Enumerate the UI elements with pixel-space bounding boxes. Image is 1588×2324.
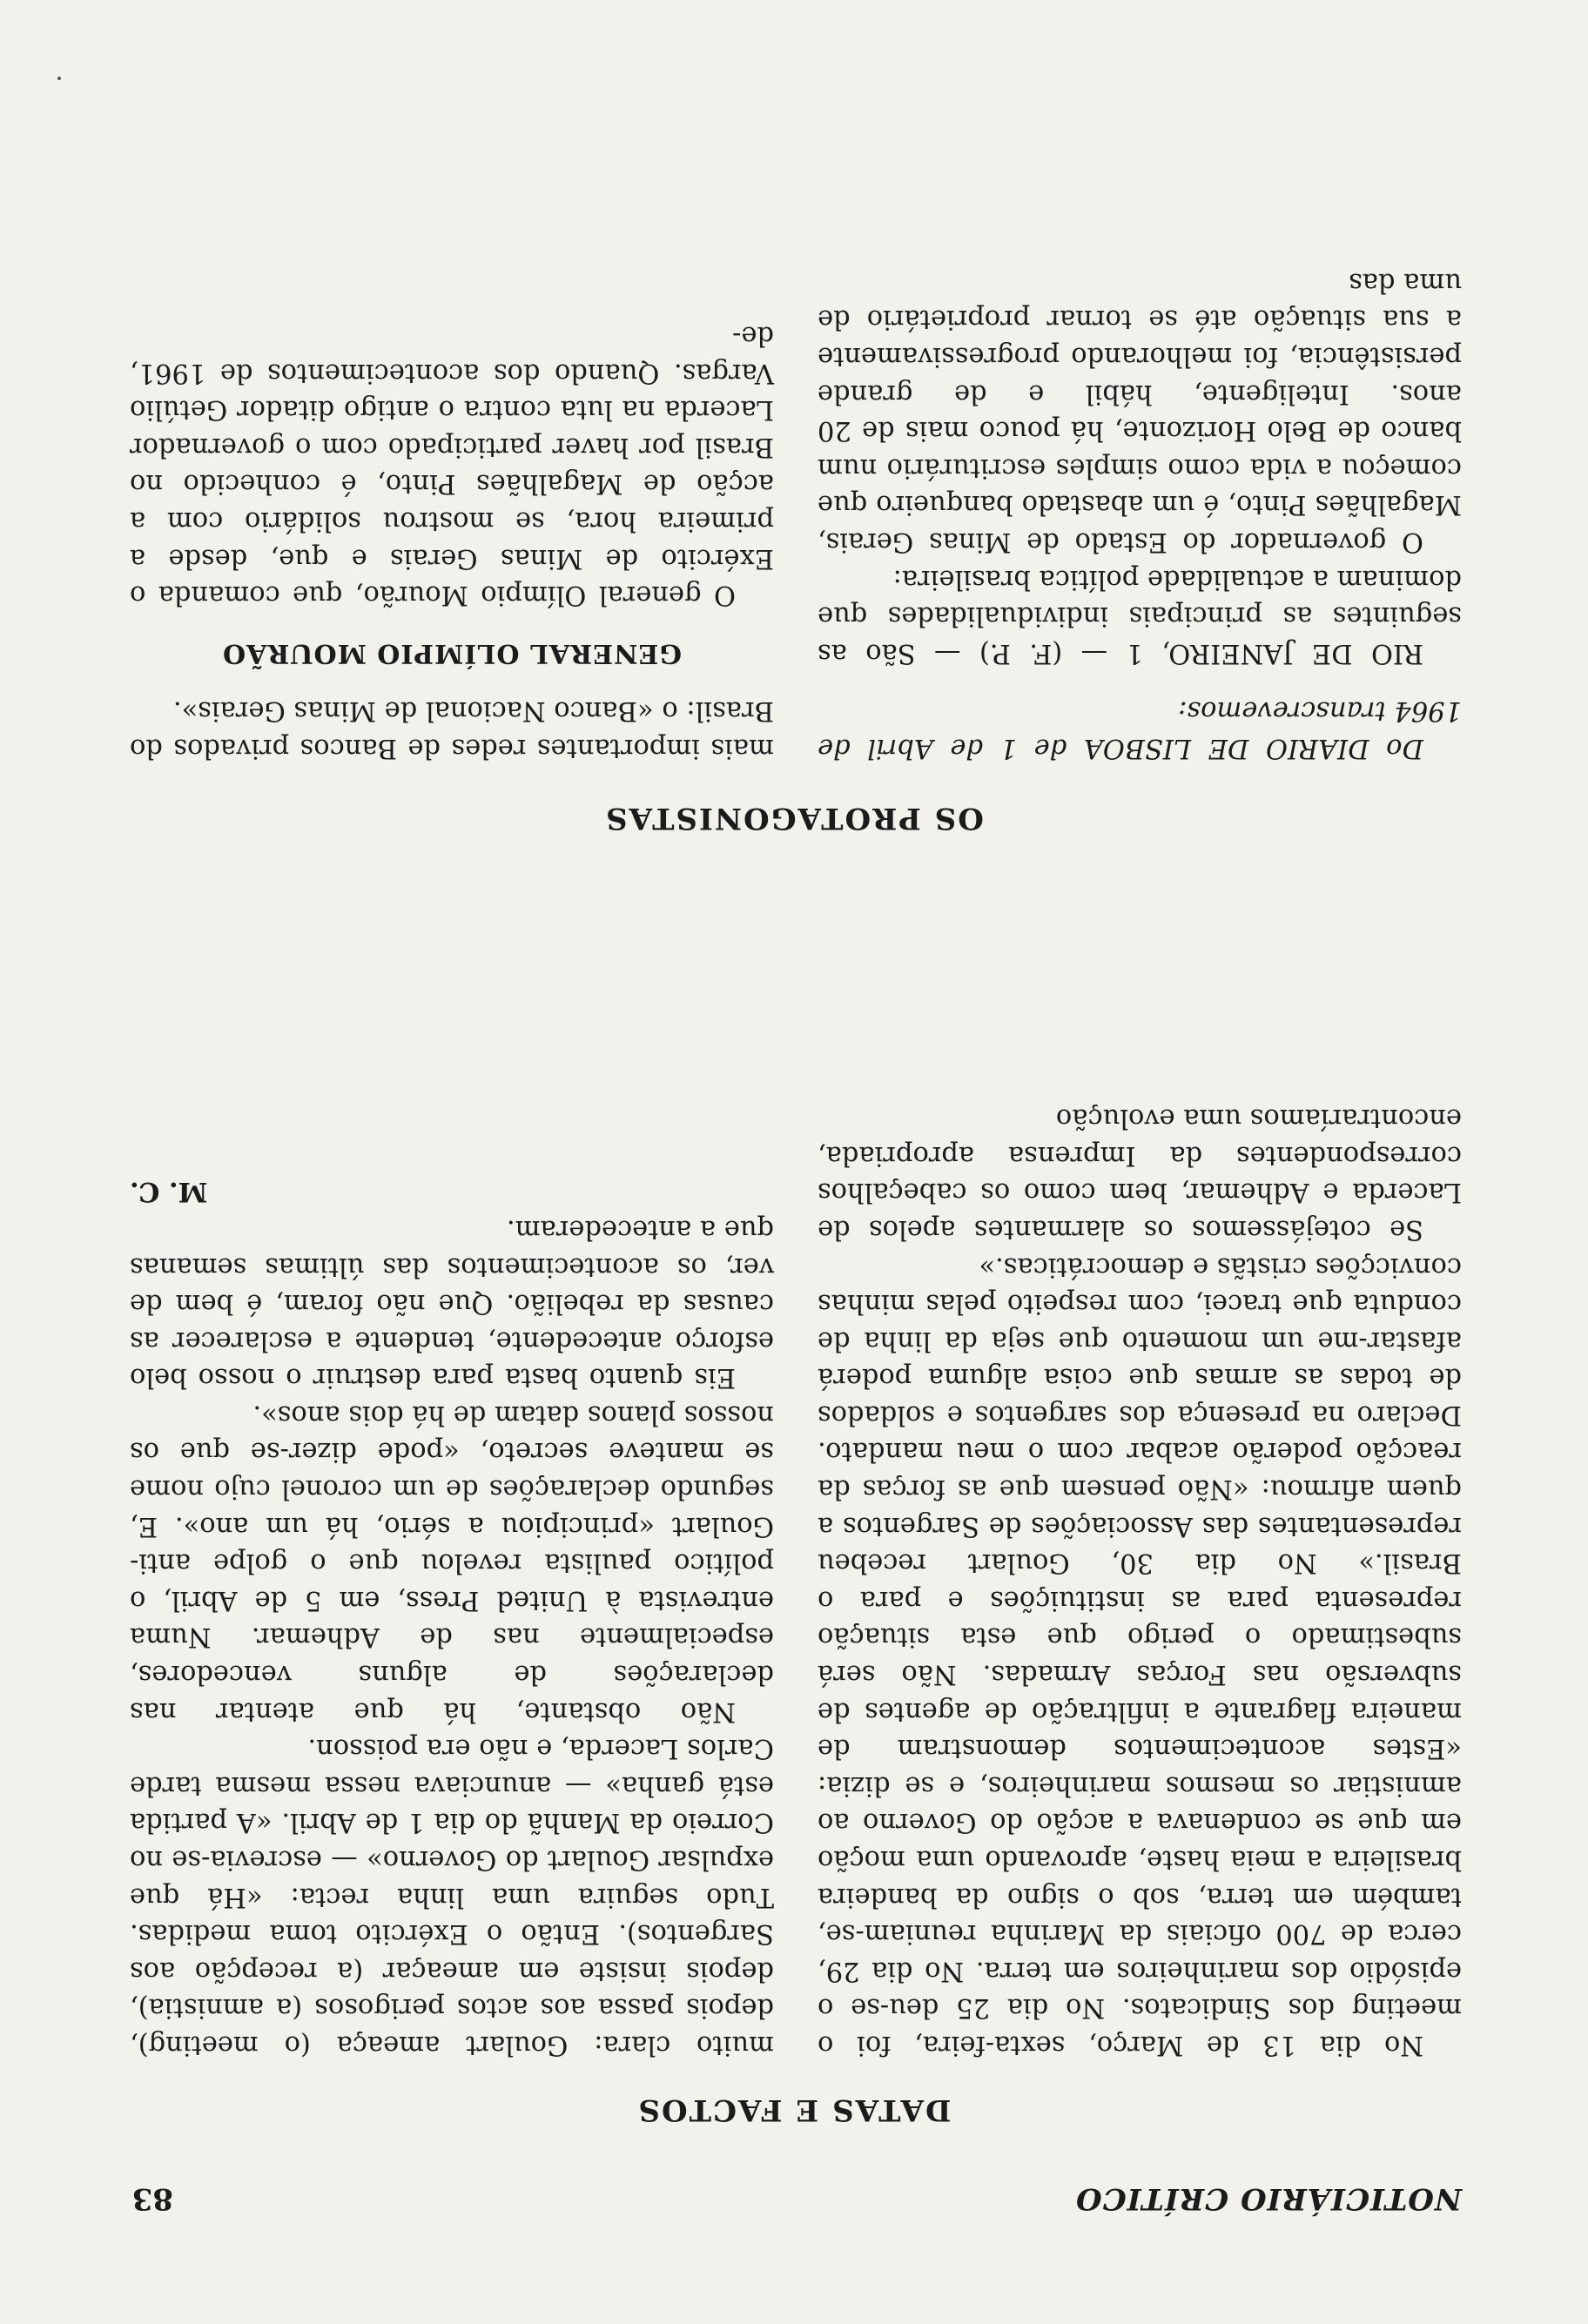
section1-left-column	[818, 1099, 1462, 2063]
paragraph: mais importantes redes de Bancos privados do Brasil: o «Banco Nacional de Minas Gerais».	[130, 695, 774, 763]
subhead-general-olimpio-mourao: GENERAL OLÍMPIO MOURÃO	[222, 637, 683, 668]
page-number: 83	[131, 2181, 173, 2216]
source-intro: Do DIARIO DE LISBOA de 1 de Abril de 1964 transcrevemos:	[818, 695, 1462, 763]
section-title-datas-e-factos: DATAS E FACTOS	[636, 2092, 952, 2127]
paragraph: O governador do Estado de Minas Gerais, Magalhães Pinto, é um abastado banqueiro que começou a vida como simples escriturário num banco de Belo Horizonte, há pouco mais de 20 anos. Inteligente, hábil e de grande persistência, foi melhorando progressivamente a sua situação até se tornar proprietário de uma das	[818, 266, 1462, 558]
section-title-os-protagonistas: OS PROTAGONISTAS	[604, 801, 984, 836]
paragraph: Se cotejássemos os alarmantes apelos de Lacerda e Adhemar, bem como os cabeçalhos correspondentes da Imprensa apropriada, encontraríamos uma evolução	[818, 1103, 1462, 1245]
paragraph: RIO DE JANEIRO, 1 — (F. P.) — São as seguintes as principais individualidades que dominam a actualidade política brasileira:	[818, 563, 1462, 668]
paragraph: No dia 13 de Março, sexta-feira, foi o meeting dos Sindicatos. No dia 25 deu-se o episódio dos marinheiros em terra. No dia 29, cerca de 700 oficiais da Marinha reuniam-se, também em terra, sob o signo da bandeira brasileira a meia haste, aprovando uma moção em que se condenava a acção do Governo ao amnistiar os mesmos marinheiros, e se dizia: «Estes acontecimentos demonstram de maneira flagrante a infiltração de agentes de subversão nas Forças Armadas. Não será subestimado o perigo que esta situação representa para as instituições e para o Brasil.» No dia 30, Goulart recebeu representantes das Associações de Sargentos a quem afirmou: «Não pensem que as forças da reacção poderão acabar com o meu mandato. Declaro na presença dos sargentos e soldados de todas as armas que coisa alguma poderá afastar-me um momento que seja da linha de conduta que tracei, com respeito pelas minhas convicções cristãs e democráticas.»	[818, 1251, 1462, 2060]
paragraph: O general Olímpio Mourão, que comanda o Exército de Minas Gerais e que, desde a primeira hora, se mostrou solidário com a acção de Magalhães Pinto, é conhecido no Brasil por haver participado com o governador Lacerda na luta contra o antigo ditador Getúlio Vargas. Quando dos acontecimentos de 1961, de-	[130, 320, 774, 611]
section1-right-column	[130, 1173, 774, 2063]
signature: M. C.	[130, 1176, 208, 1208]
speck-mark	[57, 77, 61, 80]
section2-right-column	[130, 316, 774, 766]
paragraph: Não obstante, há que atentar nas declarações de alguns vencedores, especialmente nas de Adhemar. Numa entrevista à United Press, em 5 de Abril, o político paulista revelou que o golpe anti-Goulart «principiou a sério, há um ano». E, segundo declarações de um coronel cujo nome se manteve secreto, «pode dizer-se que os nossos planos datam de há dois anos».	[130, 1399, 774, 1727]
running-title: NOTICIÁRIO CRÍTICO	[1075, 2181, 1462, 2216]
section2-left-column	[818, 263, 1462, 766]
paragraph: Eis quanto basta para destruir o nosso belo esforço antecedente, tendente a esclarecer as causas da rebelião. Que não foram, é bem de ver, os acontecimentos das últimas semanas que a antecederam.	[130, 1213, 774, 1394]
paragraph: muito clara: Goulart ameaça (o meeting), depois passa aos actos perigosos (a amnistia), depois insiste em ameaçar (a recepção aos Sargentos). Então o Exército toma medidas. Tudo seguira uma linha recta: «Há que expulsar Goulart do Governo» — escrevia-se no Correio da Manhã do dia 1 de Abril. «A partida está ganha» — anunciava nessa mesma tarde Carlos Lacerda, e não era poisson.	[130, 1733, 774, 2060]
